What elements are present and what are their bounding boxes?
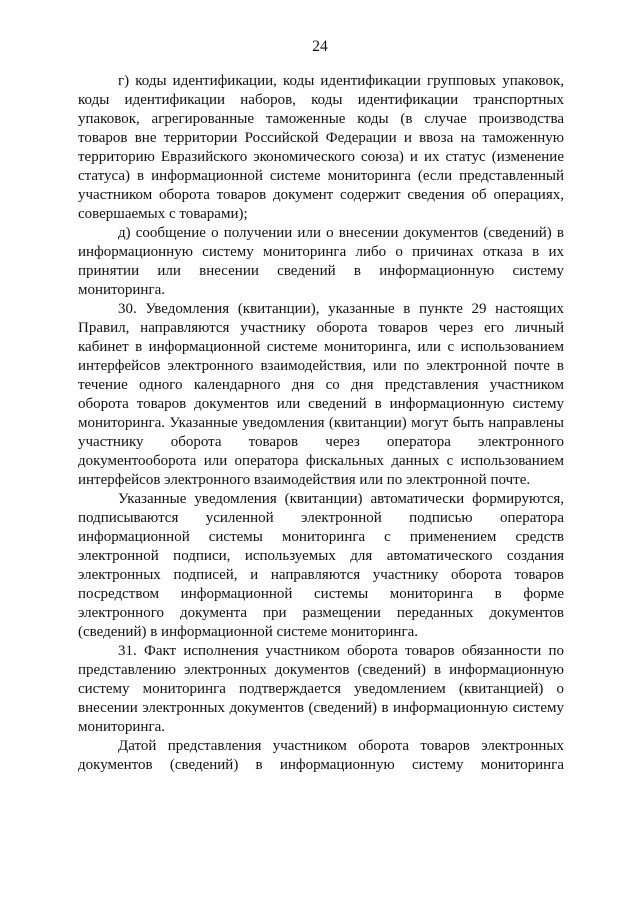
- paragraph-submission-date: Датой представления участником оборота товаров электронных документов (сведений) в информационную систему мониторинга: [78, 738, 564, 773]
- paragraph-item-d: д) сообщение о получении или о внесении документов (сведений) в информационную систему мониторинга либо о причинах отказа в их принятии или внесении сведений в информационную систему мониторинга.: [78, 225, 564, 298]
- paragraph-clause-30: 30. Уведомления (квитанции), указанные в пункте 29 настоящих Правил, направляются участнику оборота товаров через его личный кабинет в информационной системе мониторинга, или с использованием интерфейсов электронного взаимодействия, или по электронной почте в течение одного календарного дня со дня представления участником оборота товаров документов или сведений в информационную систему мониторинга. Указанные уведомления (квитанции) могут быть направлены участнику оборота товаров через оператора электронного документооборота или оператора фискальных данных с использованием интерфейсов электронного взаимодействия или по электронной почте.: [78, 301, 564, 488]
- paragraph-item-g: г) коды идентификации, коды идентификации групповых упаковок, коды идентификации наборов, коды идентификации транспортных упаковок, агрегированные таможенные коды (в случае производства товаров вне территории Российской Федерации и ввоза на таможенную территорию Евразийского экономического союза) и их статус (изменение статуса) в информационной системе мониторинга (если представленный участником оборота товаров документ содержит сведения об операциях, совершаемых с товарами);: [78, 73, 564, 222]
- paragraph-clause-30-signing: Указанные уведомления (квитанции) автоматически формируются, подписываются усиленной электронной подписью оператора информационной системы мониторинга с применением средств электронной подписи, используемых для автоматического создания электронных подписей, и направляются участнику оборота товаров посредством информационной системы мониторинга в форме электронного документа при размещении переданных документов (сведений) в информационной системе мониторинга.: [78, 491, 564, 640]
- body-text: [78, 72, 564, 775]
- paragraph-clause-31: 31. Факт исполнения участником оборота товаров обязанности по представлению электронных документов (сведений) в информационную систему мониторинга подтверждается уведомлением (квитанцией) о внесении электронных документов (сведений) в информационную систему мониторинга.: [78, 643, 564, 735]
- page-number: 24: [312, 38, 328, 55]
